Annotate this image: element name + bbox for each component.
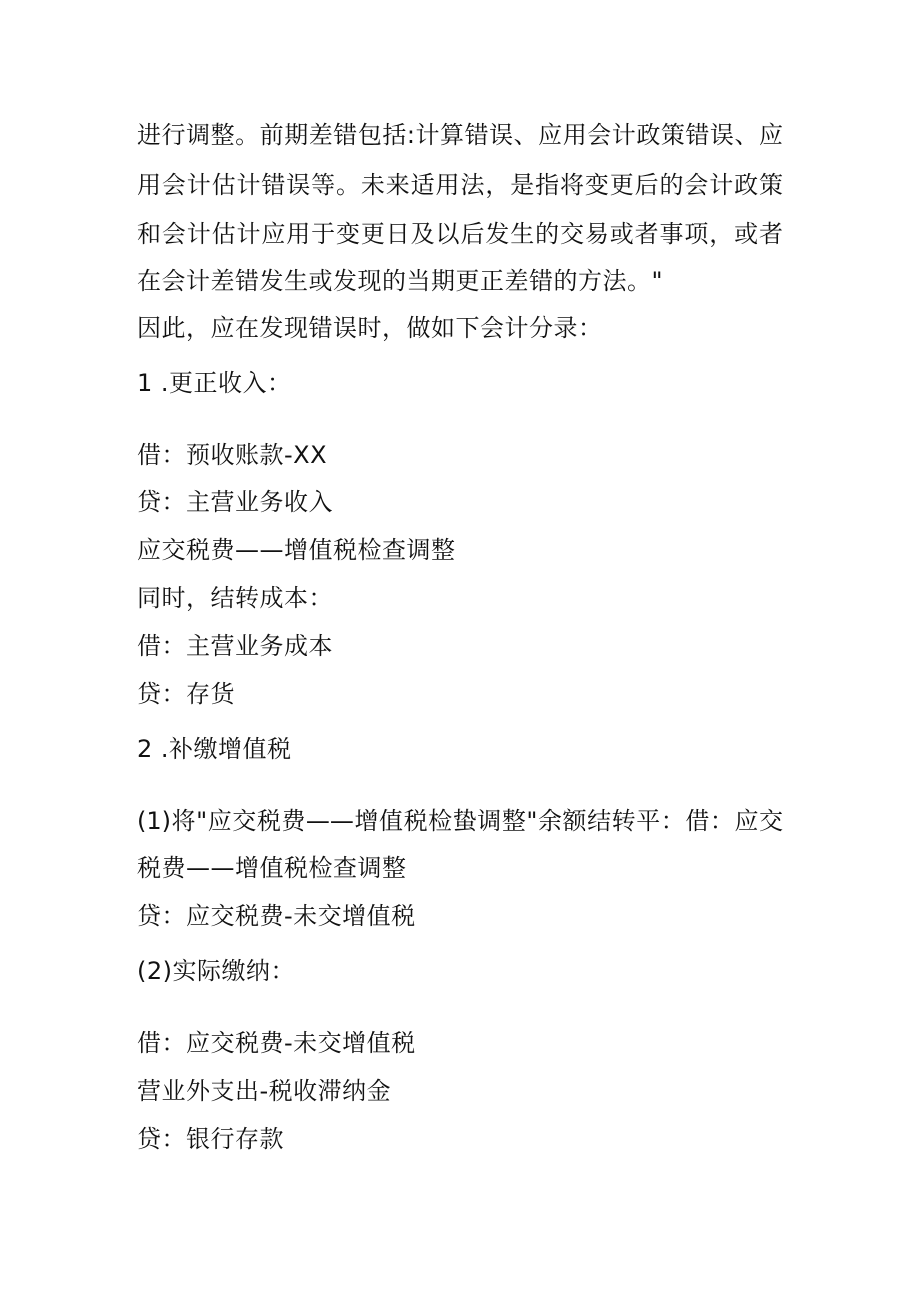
paragraph-line-2: 用会计估计错误等。未来适用法，是指将变更后的会计政策 xyxy=(137,171,783,199)
entry-line: 贷：存货 xyxy=(137,680,235,708)
entry-line: 贷：主营业务收入 xyxy=(137,488,333,516)
entry-line: 借：预收账款-XX xyxy=(137,441,328,469)
entry-line: 营业外支出-税收滞纳金 xyxy=(137,1077,392,1105)
paragraph-line-3: 和会计估计应用于变更日及以后发生的交易或者事项，或者 xyxy=(137,220,783,248)
intro-line: 因此，应在发现错误时，做如下会计分录： xyxy=(137,314,603,342)
entry-line: 借：主营业务成本 xyxy=(137,632,333,660)
paragraph-line-4: 在会计差错发生或发现的当期更正差错的方法。" xyxy=(137,267,664,295)
paragraph-line-1: 进行调整。前期差错包括:计算错误、应用会计政策错误、应 xyxy=(137,121,783,149)
section-heading-1: 1 .更正收入： xyxy=(137,369,292,397)
entry-line: 贷：应交税费-未交增值税 xyxy=(137,902,416,930)
subsection-heading: (2)实际缴纳： xyxy=(137,957,295,985)
entry-line: 同时，结转成本： xyxy=(137,584,333,612)
entry-line: 借：应交税费-未交增值税 xyxy=(137,1029,416,1057)
entry-line: 贷：银行存款 xyxy=(137,1125,284,1153)
entry-line: (1)将"应交税费——增值税检蛰调整"余额结转平：借：应交 xyxy=(137,807,783,835)
entry-line: 税费——增值税检查调整 xyxy=(137,854,407,882)
entry-line: 应交税费——增值税检查调整 xyxy=(137,536,456,564)
section-heading-2: 2 .补缴增值税 xyxy=(137,735,292,763)
